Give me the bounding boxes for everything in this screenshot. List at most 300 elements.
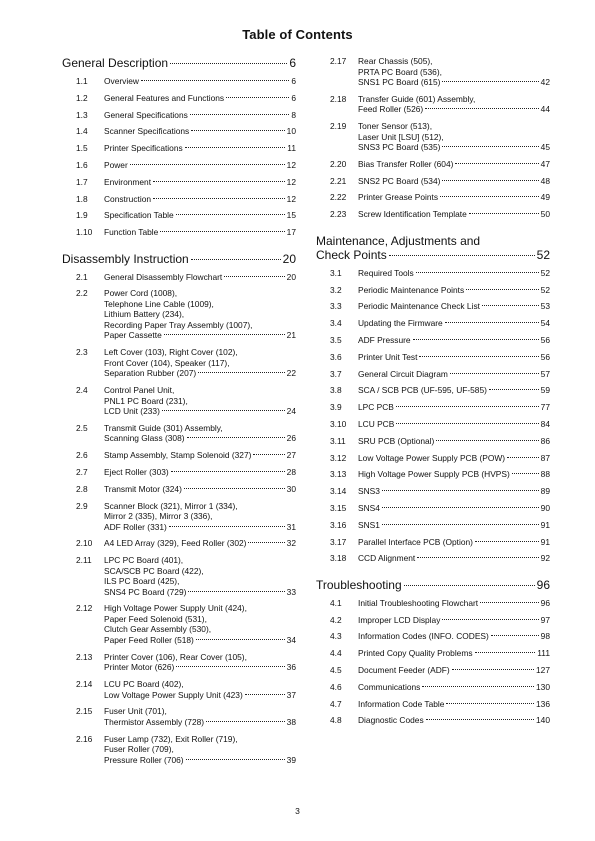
- toc-entry[interactable]: [316, 699, 550, 710]
- entry-page: 97: [540, 614, 550, 625]
- dot-leader: [190, 114, 290, 115]
- entry-number: 2.16: [76, 733, 93, 744]
- dot-leader: [196, 639, 285, 640]
- section-heading-line: General Description: [62, 56, 169, 70]
- entry-number: 1.7: [76, 176, 88, 187]
- dot-leader: [253, 454, 284, 455]
- entry-title-line: ILS PC Board (425),: [104, 576, 180, 587]
- entry-page: 37: [286, 689, 296, 700]
- toc-right-column: [316, 56, 550, 740]
- toc-entry[interactable]: [316, 209, 550, 220]
- entry-number: 2.9: [76, 500, 88, 511]
- entry-title-line: Required Tools: [358, 267, 414, 278]
- entry-number: 2.23: [330, 209, 347, 220]
- section-page: 52: [536, 247, 550, 262]
- entry-number: 2.13: [76, 651, 93, 662]
- toc-entry[interactable]: [62, 706, 296, 727]
- toc-left-column: [62, 56, 296, 779]
- toc-entry[interactable]: [62, 385, 296, 417]
- entry-title-line: Periodic Maintenance Points: [358, 284, 465, 295]
- entry-number: 4.6: [330, 681, 342, 692]
- entry-page: 127: [536, 665, 550, 676]
- entry-number: 4.3: [330, 631, 342, 642]
- entry-number: 4.4: [330, 648, 342, 659]
- entry-number: 3.6: [330, 351, 342, 362]
- entry-number: 2.2: [76, 288, 88, 299]
- entry-number: 2.7: [76, 466, 88, 477]
- toc-entry[interactable]: [316, 268, 550, 279]
- entry-title-line: ADF Pressure: [358, 334, 411, 345]
- entry-title-line: Printer Specifications: [104, 143, 183, 154]
- toc-entry[interactable]: [316, 537, 550, 548]
- entry-title-line: Toner Sensor (513),: [358, 121, 433, 132]
- dot-leader: [206, 721, 285, 722]
- toc-entry[interactable]: [316, 121, 550, 153]
- toc-entry[interactable]: [62, 177, 296, 188]
- entry-title-line: Paper Feed Solenoid (531),: [104, 613, 207, 624]
- entry-title-line: Scanner Specifications: [104, 126, 190, 137]
- entry-title-line: Laser Unit [LSU] (512),: [358, 131, 444, 142]
- toc-entry[interactable]: [316, 665, 550, 676]
- dot-leader: [160, 231, 284, 232]
- entry-title-line: Low Voltage Power Supply PCB (POW): [358, 452, 506, 463]
- toc-entry[interactable]: [62, 143, 296, 154]
- entry-title-line: Rear Chassis (505),: [358, 56, 433, 66]
- entry-page: 140: [536, 715, 550, 726]
- dot-leader: [198, 372, 284, 373]
- entry-page: 84: [540, 418, 550, 429]
- dot-leader: [442, 619, 538, 620]
- toc-entry[interactable]: [316, 176, 550, 187]
- page-title: Table of Contents: [242, 27, 353, 42]
- entry-title-line: Telephone Line Cable (1009),: [104, 298, 214, 309]
- toc-entry[interactable]: [62, 484, 296, 495]
- entry-title-line: Diagnostic Codes: [358, 715, 424, 726]
- entry-title-line: Function Table: [104, 227, 159, 238]
- entry-title-line: Overview: [104, 76, 139, 86]
- dot-leader: [176, 214, 285, 215]
- dot-leader: [226, 97, 289, 98]
- toc-entry[interactable]: [316, 56, 550, 88]
- toc-entry[interactable]: [62, 210, 296, 221]
- entry-page: 31: [286, 521, 296, 532]
- dot-leader: [188, 591, 284, 592]
- toc-entry[interactable]: [316, 385, 550, 396]
- entry-title-line: LPC PCB: [358, 402, 394, 413]
- toc-entry[interactable]: [316, 469, 550, 480]
- entry-number: 1.5: [76, 143, 88, 154]
- dot-leader: [466, 289, 539, 290]
- entry-title-line: Lithium Battery (234),: [104, 309, 185, 320]
- entry-title-line: Printed Copy Quality Problems: [358, 648, 473, 659]
- entry-page: 98: [540, 631, 550, 642]
- entry-page: 39: [286, 754, 296, 765]
- entry-title-line: SNS1: [358, 519, 380, 530]
- entry-page: 34: [286, 634, 296, 645]
- entry-page: 8: [291, 109, 296, 120]
- entry-title-line: Paper Cassette: [104, 330, 162, 341]
- entry-page: 59: [540, 385, 550, 396]
- entry-title-line: Transmit Guide (301) Assembly,: [104, 422, 223, 433]
- entry-number: 3.5: [330, 334, 342, 345]
- entry-title-line: ADF Roller (331): [104, 521, 167, 532]
- entry-number: 2.3: [76, 347, 88, 358]
- dot-leader: [389, 255, 535, 256]
- toc-section: [316, 234, 550, 564]
- entry-number: 3.10: [330, 418, 347, 429]
- entry-page: 90: [540, 502, 550, 513]
- dot-leader: [426, 719, 534, 720]
- toc-entry[interactable]: [62, 423, 296, 444]
- entry-title-line: Document Feeder (ADF): [358, 665, 450, 676]
- entry-title-line: Transfer Guide (601) Assembly,: [358, 93, 476, 104]
- entry-title-line: Updating the Firmware: [358, 318, 443, 329]
- toc-entry[interactable]: [316, 285, 550, 296]
- section-heading[interactable]: [316, 234, 550, 262]
- section-heading[interactable]: [62, 252, 296, 266]
- entry-page: 56: [540, 334, 550, 345]
- entry-title-line: Control Panel Unit,: [104, 385, 175, 396]
- dot-leader: [186, 759, 285, 760]
- entry-title-line: Parallel Interface PCB (Option): [358, 536, 473, 547]
- entry-title-line: LCU PCB: [358, 418, 395, 429]
- toc-entry[interactable]: [62, 227, 296, 238]
- entry-page: 48: [540, 175, 550, 186]
- entry-page: 89: [540, 486, 550, 497]
- entry-page: 6: [291, 76, 296, 86]
- entry-page: 21: [286, 330, 296, 341]
- entry-number: 3.2: [330, 284, 342, 295]
- dot-leader: [171, 471, 285, 472]
- toc-entry[interactable]: [62, 126, 296, 137]
- toc-entry[interactable]: [316, 301, 550, 312]
- dot-leader: [164, 334, 285, 335]
- dot-leader: [512, 473, 539, 474]
- dot-leader: [452, 669, 534, 670]
- dot-leader: [419, 356, 538, 357]
- entry-page: 49: [540, 192, 550, 203]
- entry-title-line: Initial Troubleshooting Flowchart: [358, 597, 479, 608]
- entry-number: 2.6: [76, 450, 88, 461]
- entry-number: 2.5: [76, 422, 88, 433]
- dot-leader: [191, 130, 284, 131]
- entry-page: 53: [540, 301, 550, 312]
- entry-title-line: Mirror 2 (335), Mirror 3 (336),: [104, 511, 213, 522]
- entry-page: 56: [540, 351, 550, 362]
- toc-entry[interactable]: [316, 715, 550, 726]
- toc-entry[interactable]: [316, 553, 550, 564]
- dot-leader: [446, 703, 534, 704]
- entry-title-line: Screw Identification Template: [358, 209, 467, 220]
- toc-entry[interactable]: [316, 615, 550, 626]
- entry-title-line: LPC PC Board (401),: [104, 555, 184, 566]
- toc-entry[interactable]: [316, 520, 550, 531]
- entry-title-line: PRTA PC Board (536),: [358, 66, 442, 77]
- entry-number: 1.1: [76, 76, 88, 86]
- dot-leader: [396, 406, 539, 407]
- toc-entry[interactable]: [62, 679, 296, 700]
- entry-number: 3.9: [330, 402, 342, 413]
- entry-title-line: Front Cover (104), Speaker (117),: [104, 357, 230, 368]
- entry-number: 2.18: [330, 93, 347, 104]
- entry-number: 4.1: [330, 597, 342, 608]
- entry-page: 91: [540, 519, 550, 530]
- entry-page: 52: [540, 284, 550, 295]
- entry-number: 1.2: [76, 92, 88, 103]
- section-heading-line: Check Points: [316, 247, 387, 262]
- dot-leader: [382, 524, 539, 525]
- entry-page: 86: [540, 435, 550, 446]
- dot-leader: [416, 272, 539, 273]
- entry-number: 1.3: [76, 109, 88, 120]
- entry-page: 10: [286, 126, 296, 137]
- entry-title-line: LCD Unit (233): [104, 406, 160, 417]
- dot-leader: [436, 440, 538, 441]
- toc-entry[interactable]: [316, 318, 550, 329]
- dot-leader: [141, 80, 289, 81]
- entry-number: 3.1: [330, 267, 342, 278]
- entry-page: 36: [286, 662, 296, 673]
- entry-page: 24: [286, 406, 296, 417]
- dot-leader: [170, 63, 287, 64]
- entry-number: 2.17: [330, 56, 347, 66]
- entry-page: 27: [286, 450, 296, 461]
- entry-number: 2.12: [76, 603, 93, 614]
- entry-number: 3.13: [330, 469, 347, 480]
- entry-title-line: SNS4 PC Board (729): [104, 586, 187, 597]
- toc-entry[interactable]: [316, 436, 550, 447]
- entry-number: 3.7: [330, 368, 342, 379]
- dot-leader: [482, 305, 539, 306]
- toc-entry[interactable]: [316, 598, 550, 609]
- toc-entry[interactable]: [316, 94, 550, 115]
- entry-title-line: Bias Transfer Roller (604): [358, 158, 454, 169]
- entry-page: 54: [540, 318, 550, 329]
- entry-title-line: Fuser Roller (709),: [104, 744, 174, 755]
- dot-leader: [224, 276, 284, 277]
- entry-number: 2.15: [76, 706, 93, 717]
- entry-title-line: Transmit Motor (324): [104, 483, 182, 494]
- entry-number: 3.15: [330, 502, 347, 513]
- toc-entry[interactable]: [316, 192, 550, 203]
- toc-entry[interactable]: [316, 335, 550, 346]
- entry-title-line: Eject Roller (303): [104, 466, 169, 477]
- entry-number: 1.6: [76, 159, 88, 170]
- entry-title-line: General Circuit Diagram: [358, 368, 448, 379]
- dot-leader: [469, 213, 539, 214]
- entry-page: 77: [540, 402, 550, 413]
- entry-title-line: Information Code Table: [358, 698, 445, 709]
- entry-title-line: LCU PC Board (402),: [104, 679, 184, 690]
- entry-title-line: Construction: [104, 193, 152, 204]
- toc-entry[interactable]: [316, 419, 550, 430]
- toc-entry[interactable]: [316, 682, 550, 693]
- toc-entry[interactable]: [62, 538, 296, 549]
- toc-entry[interactable]: [62, 160, 296, 171]
- entry-page: 28: [286, 466, 296, 477]
- entry-number: 1.9: [76, 210, 88, 221]
- toc-entry[interactable]: [62, 652, 296, 673]
- dot-leader: [396, 423, 538, 424]
- entry-title-line: Periodic Maintenance Check List: [358, 301, 480, 312]
- entry-number: 2.21: [330, 175, 347, 186]
- entry-number: 3.3: [330, 301, 342, 312]
- entry-number: 1.10: [76, 227, 93, 238]
- entry-title-line: Thermistor Assembly (728): [104, 716, 205, 727]
- toc-entry[interactable]: [62, 194, 296, 205]
- entry-number: 2.4: [76, 385, 88, 396]
- entry-title-line: Printer Motor (626): [104, 662, 175, 673]
- dot-leader: [475, 541, 539, 542]
- section-page: 20: [282, 251, 296, 266]
- entry-title-line: Printer Grease Points: [358, 192, 439, 203]
- dot-leader: [153, 198, 285, 199]
- section-heading[interactable]: [316, 578, 550, 592]
- entry-title-line: Communications: [358, 681, 421, 692]
- dot-leader: [191, 259, 281, 260]
- toc-entry[interactable]: [62, 288, 296, 341]
- toc-entry[interactable]: [316, 369, 550, 380]
- toc-entry[interactable]: [62, 555, 296, 597]
- entry-page: 38: [286, 716, 296, 727]
- page-number: 3: [295, 806, 300, 816]
- entry-page: 30: [286, 483, 296, 494]
- dot-leader: [187, 437, 285, 438]
- entry-number: 3.12: [330, 452, 347, 463]
- entry-title-line: PNL1 PC Board (231),: [104, 395, 188, 406]
- dot-leader: [153, 181, 285, 182]
- toc-entry[interactable]: [62, 347, 296, 379]
- entry-page: 26: [286, 433, 296, 444]
- entry-page: 57: [540, 368, 550, 379]
- entry-title-line: Specification Table: [104, 210, 174, 221]
- toc-entry[interactable]: [62, 93, 296, 104]
- dot-leader: [422, 686, 534, 687]
- entry-title-line: General Specifications: [104, 109, 188, 120]
- entry-number: 4.5: [330, 665, 342, 676]
- entry-page: 96: [540, 597, 550, 608]
- toc-entry[interactable]: [62, 272, 296, 283]
- entry-number: 2.14: [76, 679, 93, 690]
- entry-title-line: Paper Feed Roller (518): [104, 634, 194, 645]
- dot-leader: [382, 490, 539, 491]
- toc-entry[interactable]: [62, 501, 296, 533]
- dot-leader: [445, 322, 539, 323]
- entry-title-line: General Features and Functions: [104, 92, 225, 103]
- entry-title-line: Feed Roller (526): [358, 104, 424, 115]
- entry-number: 4.7: [330, 698, 342, 709]
- entry-title-line: Printer Unit Test: [358, 351, 418, 362]
- toc-entry[interactable]: [316, 503, 550, 514]
- entry-page: 22: [286, 368, 296, 379]
- entry-page: 50: [540, 209, 550, 220]
- toc-entry[interactable]: [316, 453, 550, 464]
- section-heading[interactable]: [62, 56, 296, 70]
- entry-number: 3.14: [330, 486, 347, 497]
- dot-leader: [162, 410, 285, 411]
- toc-entry[interactable]: [62, 467, 296, 478]
- toc-entry[interactable]: [316, 648, 550, 659]
- section-page: 6: [289, 56, 296, 70]
- dot-leader: [491, 635, 539, 636]
- toc-section: [316, 578, 550, 726]
- entry-number: 2.1: [76, 271, 88, 282]
- entry-number: 1.8: [76, 193, 88, 204]
- dot-leader: [480, 602, 539, 603]
- dot-leader: [442, 81, 538, 82]
- dot-leader: [413, 339, 539, 340]
- entry-page: 92: [540, 553, 550, 564]
- entry-number: 4.2: [330, 614, 342, 625]
- toc-entry[interactable]: [62, 76, 296, 87]
- entry-number: 1.4: [76, 126, 88, 137]
- toc-entry[interactable]: [62, 734, 296, 766]
- entry-title-line: Information Codes (INFO. CODES): [358, 631, 489, 642]
- toc-entry[interactable]: [316, 159, 550, 170]
- entry-title-line: Environment: [104, 176, 152, 187]
- entry-title-line: Fuser Unit (701),: [104, 706, 167, 717]
- entry-title-line: SCA / SCB PCB (UF-595, UF-585): [358, 385, 487, 396]
- entry-page: 6: [291, 92, 296, 103]
- toc-entry[interactable]: [316, 631, 550, 642]
- entry-title-line: A4 LED Array (329), Feed Roller (302): [104, 538, 247, 549]
- toc-entry[interactable]: [316, 486, 550, 497]
- toc-entry[interactable]: [316, 352, 550, 363]
- entry-number: 2.22: [330, 192, 347, 203]
- entry-page: 15: [286, 210, 296, 221]
- entry-title-line: Scanner Block (321), Mirror 1 (334),: [104, 500, 238, 511]
- entry-number: 3.18: [330, 553, 347, 564]
- dot-leader: [440, 196, 539, 197]
- section-page: 96: [536, 577, 550, 592]
- section-heading-line: Disassembly Instruction: [62, 251, 189, 266]
- toc-section: [316, 56, 550, 220]
- entry-page: 45: [540, 142, 550, 153]
- entry-number: 2.19: [330, 121, 347, 132]
- entry-title-line: Improper LCD Display: [358, 614, 441, 625]
- dot-leader: [130, 164, 285, 165]
- toc-entry[interactable]: [62, 450, 296, 461]
- entry-page: 20: [286, 271, 296, 282]
- entry-title-line: SCA/SCB PC Board (422),: [104, 565, 204, 576]
- entry-title-line: SNS3: [358, 486, 380, 497]
- toc-entry[interactable]: [62, 110, 296, 121]
- entry-title-line: Separation Rubber (207): [104, 368, 197, 379]
- entry-page: 52: [540, 267, 550, 278]
- entry-page: 87: [540, 452, 550, 463]
- entry-page: 44: [540, 104, 550, 115]
- toc-entry[interactable]: [62, 603, 296, 645]
- dot-leader: [185, 147, 286, 148]
- entry-number: 2.8: [76, 483, 88, 494]
- entry-page: 33: [286, 586, 296, 597]
- entry-page: 42: [540, 77, 550, 87]
- entry-title-line: SRU PCB (Optional): [358, 435, 435, 446]
- toc-section: [62, 252, 296, 765]
- entry-page: 88: [540, 469, 550, 480]
- entry-title-line: High Voltage Power Supply PCB (HVPS): [358, 469, 510, 480]
- dot-leader: [425, 108, 539, 109]
- entry-title-line: Stamp Assembly, Stamp Solenoid (327): [104, 450, 252, 461]
- toc-entry[interactable]: [316, 402, 550, 413]
- entry-title-line: General Disassembly Flowchart: [104, 271, 223, 282]
- entry-number: 2.11: [76, 555, 92, 566]
- dot-leader: [475, 652, 536, 653]
- entry-page: 12: [286, 159, 296, 170]
- section-heading-line: Troubleshooting: [316, 577, 402, 592]
- entry-title-line: Pressure Roller (706): [104, 754, 184, 765]
- entry-number: 3.8: [330, 385, 342, 396]
